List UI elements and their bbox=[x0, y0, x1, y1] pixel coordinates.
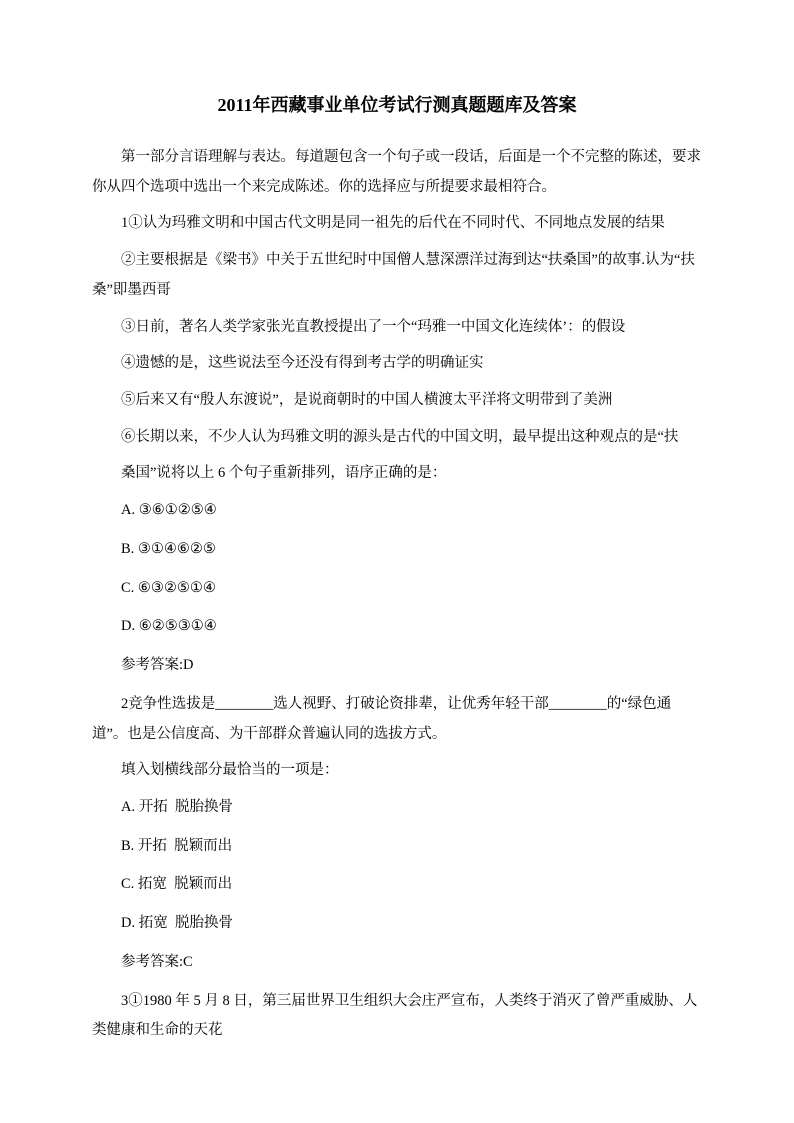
question-1-option-b: B. ③①④⑥②⑤ bbox=[121, 540, 216, 557]
question-1-answer: 参考答案:D bbox=[121, 657, 194, 674]
question-1-stem-line: ⑥长期以来，不少人认为玛雅文明的源头是古代的中国文明，最早提出这种观点的是“扶 bbox=[121, 428, 679, 445]
question-2-option-c: C. 拓宽 脱颖而出 bbox=[121, 876, 233, 893]
question-3-stem-line: 3①1980 年 5 月 8 日，第三届世界卫生组织大会庄严宣布，人类终于消灭了曾严重威胁、人类健康和生命的天花 bbox=[92, 992, 698, 1039]
section-intro: 第一部分言语理解与表达。每道题包含一个句子或一段话，后面是一个不完整的陈述，要求你从四个选项中选出一个来完成陈述。你的选择应与所提要求最相符合。 bbox=[92, 149, 701, 195]
question-1-stem-line: ④遗憾的是，这些说法至今还没有得到考古学的明确证实 bbox=[121, 355, 484, 372]
question-2-stem-line: 填入划横线部分最恰当的一项是： bbox=[121, 762, 339, 779]
question-3 bbox=[92, 987, 702, 1046]
question-1-stem-line: 1①认为玛雅文明和中国古代文明是同一祖先的后代在不同时代、不同地点发展的结果 bbox=[121, 215, 665, 232]
question-2 bbox=[92, 690, 702, 978]
question-2-option-b: B. 开拓 脱颖而出 bbox=[121, 837, 233, 854]
question-1-stem-line: ⑤后来又有“殷人东渡说”，是说商朝时的中国人横渡太平洋将文明带到了美洲 bbox=[121, 392, 613, 409]
question-2-option-d: D. 拓宽 脱胎换骨 bbox=[121, 915, 233, 932]
question-1-stem-line: ②主要根据是《梁书》中关于五世纪时中国僧人慧深漂洋过海到达“扶桑国”的故事.认为“扶桑”即墨西哥 bbox=[92, 252, 695, 298]
question-1-stem-line: 桑国”说将以上 6 个句子重新排列，语序正确的是： bbox=[121, 465, 447, 482]
question-2-answer: 参考答案:C bbox=[121, 953, 193, 970]
document-title: 2011年西藏事业单位考试行测真题题库及答案 bbox=[217, 95, 577, 115]
question-2-option-a: A. 开拓 脱胎换骨 bbox=[121, 798, 233, 815]
question-1-option-a: A. ③⑥①②⑤④ bbox=[121, 502, 217, 519]
question-1-stem-line: ③日前，著名人类学家张光直教授提出了一个“玛雅一中国文化连续体’：的假设 bbox=[121, 318, 626, 335]
question-1 bbox=[92, 209, 702, 680]
question-1-option-d: D. ⑥②⑤③①④ bbox=[121, 618, 217, 635]
question-2-stem-line: 2竞争性选拔是________选人视野、打破论资排辈，让优秀年轻干部________的“绿色通道”。也是公信度高、为干部群众普遍认同的选拔方式。 bbox=[92, 695, 672, 742]
question-1-option-c: C. ⑥③②⑤①④ bbox=[121, 579, 216, 596]
